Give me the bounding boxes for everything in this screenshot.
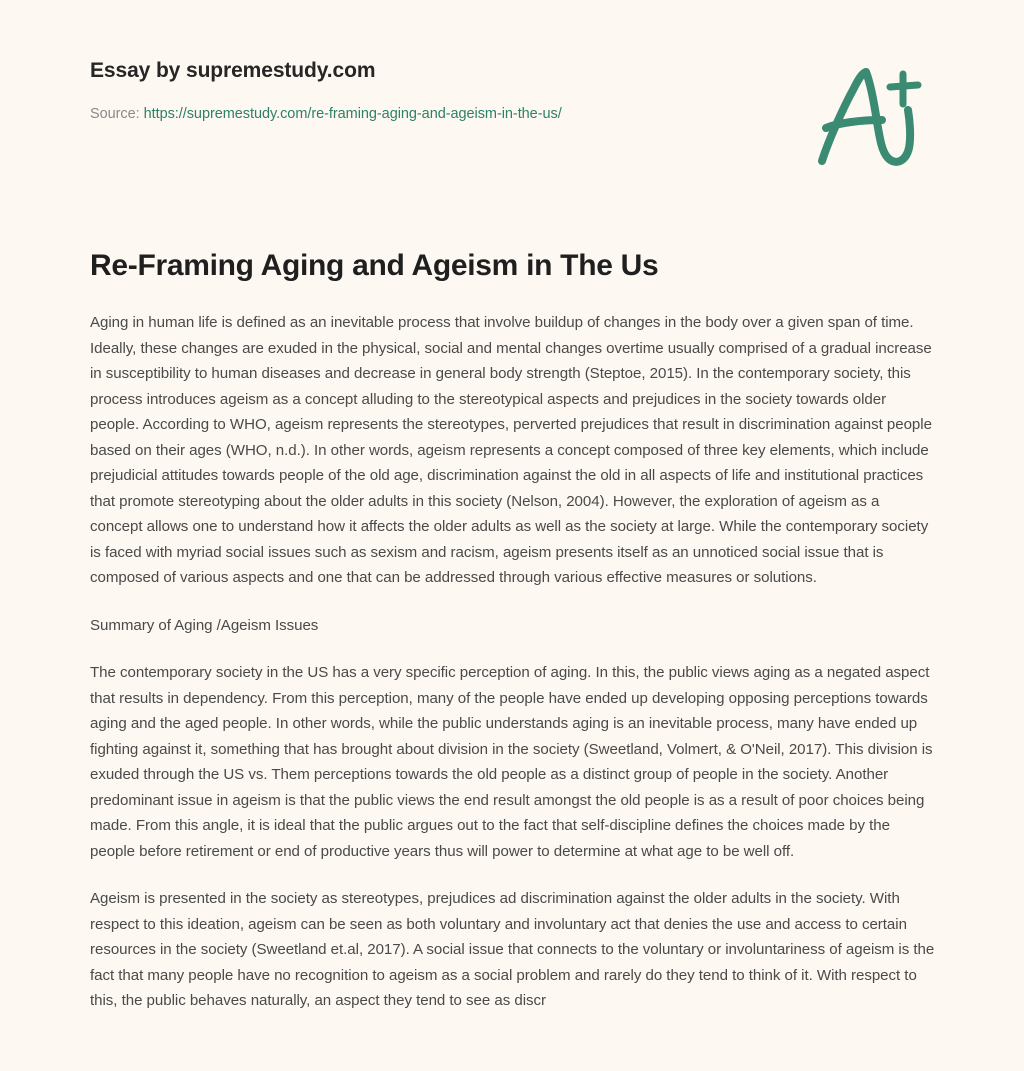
brand-title: Essay by supremestudy.com	[90, 59, 376, 82]
document-header	[0, 0, 1024, 200]
a-plus-logo-icon	[808, 60, 928, 175]
body-paragraph: Aging in human life is defined as an inevitable process that involve buildup of changes in the body over a given span of time. Ideally, these changes are exuded in the physical, social and mental changes overtime usually comprised of a gradual increase in susceptibility to human diseases and decrease in general body strength (Steptoe, 2015). In the contemporary society, this process introduces ageism as a concept alluding to the stereotypical aspects and prejudices in the society towards older people. According to WHO, ageism represents the stereotypes, perverted prejudices that result in discrimination against people based on their ages (WHO, n.d.). In other words, ageism represents a concept composed of three key elements, which include prejudicial attitudes towards people of the old age, discrimination against the old in all aspects of life and institutional practices that promote stereotyping about the older adults in this society (Nelson, 2004). However, the exploration of ageism as a concept allows one to understand how it affects the older adults as well as the society at large. While the contemporary society is faced with myriad social issues such as sexism and racism, ageism presents itself as an unnoticed social issue that is composed of various aspects and one that can be addressed through various effective measures or solutions.	[90, 314, 932, 586]
body-paragraph: Ageism is presented in the society as stereotypes, prejudices ad discrimination against the older adults in the society. With respect to this ideation, ageism can be seen as both voluntary and involuntary act that denies the use and access to certain resources in the society (Sweetland et.al, 2017). A social issue that connects to the voluntary or involuntariness of ageism is the fact that many people have no recognition to ageism as a social problem and rarely do they tend to think of it. With respect to this, the public behaves naturally, an aspect they tend to see as discr	[90, 890, 935, 1009]
document-body	[0, 310, 1024, 1036]
section-heading: Summary of Aging /Ageism Issues	[90, 616, 319, 634]
body-paragraph: The contemporary society in the US has a very specific perception of aging. In this, the public views aging as a negated aspect that results in dependency. From this perception, many of the people have ended up developing opposing perceptions towards aging and the aged people. In other words, while the public understands aging is an inevitable process, many have ended up fighting against it, something that has brought about division in the society (Sweetland, Volmert, & O'Neil, 2017). This division is exuded through the US vs. Them perceptions towards the old people as a distinct group of people in the society. Another predominant issue in ageism is that the public views the end result amongst the old people is as a result of poor choices being made. From this angle, it is ideal that the public argues out to the fact that self-discipline defines the choices made by the people before retirement or end of productive years thus will power to determine at what age to be well off.	[90, 664, 933, 860]
source-label: Source:	[90, 106, 140, 123]
source-url-link[interactable]: https://supremestudy.com/re-framing-aging-and-ageism-in-the-us/	[143, 106, 562, 123]
page-title: Re-Framing Aging and Ageism in The Us	[90, 249, 659, 282]
